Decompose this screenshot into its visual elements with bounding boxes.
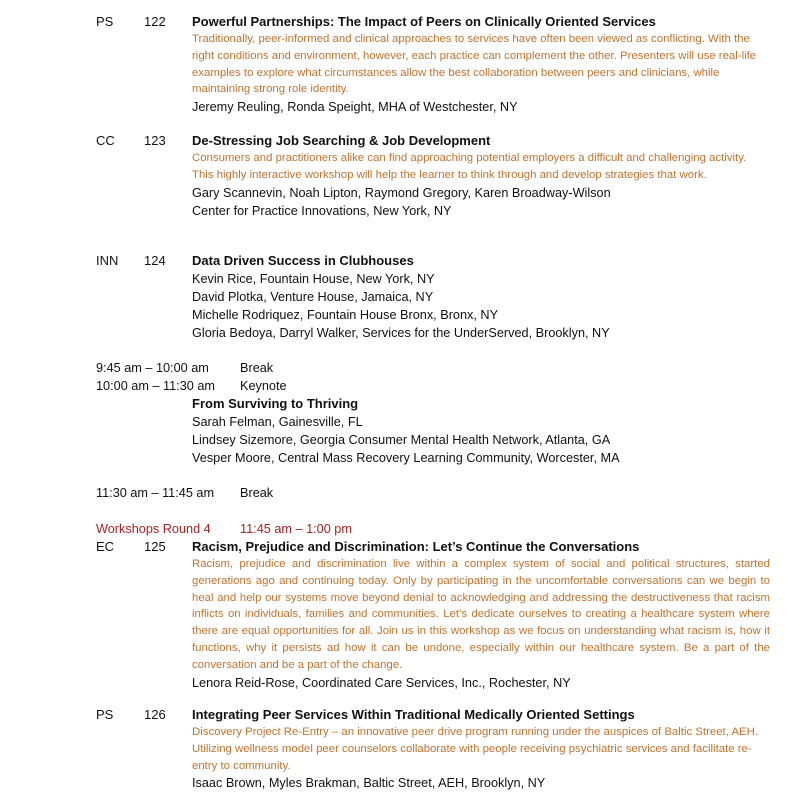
session-description: Racism, prejudice and discrimination live within a complex system of social and political structures, started generations ago and continuing today. Only by participating in the uncomfortable conversations can we begin to heal and help our systems move beyond denial to acknowledging and addressing the destructiveness that racism inflicts on individuals, families and communities. Let’s dedicate ourselves to creating a healthcare system where there are equal opportunities for all. Join us in this workshop as we focus on understanding what racism is, how it functions, why it persists ad how it can be undone, especially within our healthcare system. Be a part of the conversation and be a part of the change. (192, 558, 770, 671)
session-number: 124 (144, 253, 166, 268)
session-124 (0, 252, 793, 342)
schedule-label: Keynote (240, 379, 287, 393)
presenter-organization: Center for Practice Innovations, New York, NY (192, 203, 452, 218)
keynote-speaker: Vesper Moore, Central Mass Recovery Learning Community, Worcester, MA (192, 451, 620, 465)
session-description: Traditionally, peer-informed and clinical approaches to services have often been viewed as conflicting. With the right conditions and environment, however, each practice can complement the other. Presenters will use real-life examples to explore what circumstances allow the best collaboration between peers and clinicians, while maintaining strong role identity. (192, 33, 757, 96)
schedule-time: 9:45 am – 10:00 am (96, 361, 209, 375)
schedule-label: Break (240, 361, 274, 375)
keynote-speaker: Sarah Felman, Gainesville, FL (192, 415, 363, 429)
session-123 (0, 132, 793, 220)
presenters: Lenora Reid-Rose, Coordinated Care Services, Inc., Rochester, NY (192, 675, 571, 690)
session-number: 122 (144, 14, 166, 29)
break-block (0, 484, 793, 502)
presenters: Jeremy Reuling, Ronda Speight, MHA of Westchester, NY (192, 100, 518, 115)
presenter-line: Gloria Bedoya, Darryl Walker, Services for the UnderServed, Brooklyn, NY (192, 326, 610, 340)
presenter-line: David Plotka, Venture House, Jamaica, NY (192, 290, 434, 304)
session-126 (0, 706, 793, 792)
session-number: 126 (144, 707, 166, 722)
presenter-line: Kevin Rice, Fountain House, New York, NY (192, 272, 435, 286)
session-number: 123 (144, 133, 166, 148)
presenter-line: Michelle Rodriquez, Fountain House Bronx, Bronx, NY (192, 308, 499, 322)
presenters: Isaac Brown, Myles Brakman, Baltic Street, AEH, Brooklyn, NY (192, 776, 546, 791)
session-125 (0, 538, 793, 692)
schedule-time: 11:30 am – 11:45 am (96, 486, 215, 500)
session-description: Consumers and practitioners alike can find approaching potential employers a difficult and challenging activity. This highly interactive workshop will help the learner to think through and develop strategies that work. (192, 152, 747, 181)
session-title: Racism, Prejudice and Discrimination: Let’s Continue the Conversations (192, 539, 640, 554)
round-label: Workshops Round 4 (96, 522, 211, 536)
track-code: EC (96, 539, 115, 554)
track-code: PS (96, 14, 114, 29)
keynote-title: From Surviving to Thriving (192, 396, 359, 411)
schedule-time: 10:00 am – 11:30 am (96, 379, 215, 393)
session-title: Data Driven Success in Clubhouses (192, 253, 414, 268)
keynote-speaker: Lindsey Sizemore, Georgia Consumer Mental Health Network, Atlanta, GA (192, 433, 611, 447)
schedule-label: Break (240, 486, 274, 500)
track-code: INN (96, 253, 119, 268)
session-title: Integrating Peer Services Within Traditional Medically Oriented Settings (192, 707, 635, 722)
schedule-row-keynote (0, 377, 793, 395)
session-description: Discovery Project Re-Entry – an innovative peer drive program running under the auspices of Baltic Street, AEH. Utilizing wellness model peer counselors collaborate with people receiving psychiatric services and facilitate re-entry to community. (192, 726, 759, 772)
schedule-block (0, 359, 793, 467)
presenters: Gary Scannevin, Noah Lipton, Raymond Gregory, Karen Broadway-Wilson (192, 185, 611, 200)
round-time: 11:45 am – 1:00 pm (240, 522, 352, 536)
session-title: Powerful Partnerships: The Impact of Peers on Clinically Oriented Services (192, 14, 656, 29)
track-code: PS (96, 707, 114, 722)
schedule-row-break (0, 359, 793, 377)
track-code: CC (96, 133, 115, 148)
session-122 (0, 13, 793, 116)
round-heading (0, 520, 793, 538)
schedule-row-break (0, 484, 793, 502)
session-title: De-Stressing Job Searching & Job Development (192, 133, 491, 148)
session-number: 125 (144, 539, 166, 554)
